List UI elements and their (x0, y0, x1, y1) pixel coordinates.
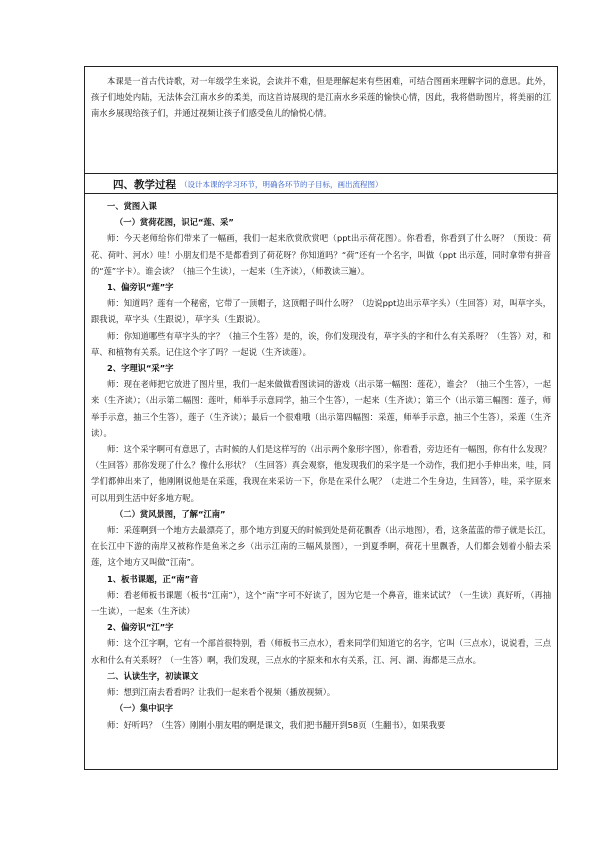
step-heading: 2、偏旁识“江”字 (107, 622, 174, 633)
process-heading-row (85, 174, 557, 194)
stage-heading: 二、认读生字，初读课文 (107, 670, 199, 681)
step-heading: 2、字理识“采”字 (107, 363, 174, 374)
body-paragraph: 师：想到江南去看看吗？让我们一起来看个视频（播放视频）。 (107, 687, 336, 698)
body-paragraph: 师：采莲啊到一个地方去最漂亮了，那个地方到夏天的时候到处是荷花飘香（出示地图），看，这条蓝蓝的带子就是长江，在长江中下游的南岸又被称作是鱼米之乡（出示江南的三幅风景图），一到夏季啊，荷花十里飘香，人们都会划着小船去采莲，这个地方又叫做“江南”。 (91, 525, 551, 568)
body-paragraph: 师：看老师板书课题（板书“江南”），这个“南”字可不好读了，因为它是一个鼻音，谁来试试？（一生读）真好听，（再抽一生读），一起来（生齐读） (91, 589, 551, 617)
sub-heading: （一）集中识字 (115, 703, 174, 714)
step-heading: 1、板书课题，正“南”音 (107, 573, 199, 584)
body-paragraph: 师：这个江字啊，它有一个部首很特别，看（师板书三点水），看来同学们知道它的名字，它叫（三点水），说说看，三点水和什么有关系呀？（一生答）啊，我们发现，三点水的字原来和水有关系，江、河、湖、海都是三点水。 (91, 638, 551, 665)
sub-heading: （二）赏风景图，了解“江南” (115, 508, 226, 519)
body-paragraph: 师：这个采字啊可有意思了，古时候的人们是这样写的（出示两个象形字图），你看看，旁边还有一幅图，你有什么发现？（生回答）那你发现了什么？像什么形状？（生回答）真会观察，他发现我们的采字是一个动作，我们把小手伸出来，哇，同学们都伸出来了，他刚刚说他是在采莲，我现在来采访一下，你是在采什么呢？（走进二个生身边，生回答），哇，采字原来可以用到生活中好多地方呢。 (91, 444, 551, 503)
step-heading: 1、偏旁识“莲”字 (107, 282, 174, 293)
sub-heading: （一）赏荷花图，识记“莲、采” (115, 217, 234, 228)
textbook-analysis-cell (85, 67, 557, 174)
body-paragraph: 师：今天老师给你们带来了一幅画，我们一起来欣赏欣赏吧（ppt出示荷花图）。你看看，你看到了什么呀？（预设：荷花、荷叶、河水）哇！小朋友们是不是都看到了荷花呀？你知道吗？“荷”还有一个名字，叫做（ppt 出示莲，同时拿带有拼音的“莲”字卡）。谁会读？（抽三个生读），一起来（生齐读），（师教读三遍）。 (91, 233, 551, 276)
section-note: （设计本课的学习环节，明确各环节的子目标，画出流程图） (180, 180, 383, 189)
section-title: 四、教学过程 (113, 179, 176, 191)
body-paragraph: 师：你知道哪些有草字头的字？（抽三个生答）是的，诶，你们发现没有，草字头的字和什么有关系呀？（生答）对，和草、和植物有关系。记住这个字了吗？一起说（生齐读莲）。 (91, 330, 551, 357)
body-paragraph: 师：好听吗？（生答）刚刚小朋友唱的啊是课文，我们把书翻开到58页（生翻书），如果我要 (107, 719, 446, 730)
lesson-plan-table (84, 66, 558, 770)
body-paragraph: 师：知道吗？莲有一个秘密，它带了一顶帽子，这顶帽子叫什么呀？（边说ppt边出示草字头）（生回答）对，叫草字头，跟我说，草字头（生跟说），草字头（生跟说）。 (91, 298, 551, 325)
body-paragraph: 师：现在老师把它放进了图片里，我们一起来做做看图读词的游戏（出示第一幅图：莲花），谁会？（抽三个生答），一起来（生齐读）；（出示第二幅图：莲叶，师举手示意同学，抽三个生答），一起来（生齐读）；第三个（出示第三幅图：莲子，师举手示意，抽三个生答），莲子（生齐读）；最后一个很难哦（出示第四幅图：采莲，师举手示意，抽三个生答），采莲（生齐读）。 (91, 379, 551, 438)
teaching-process-cell (85, 194, 557, 769)
stage-heading: 一、赏图入课 (107, 201, 157, 211)
analysis-paragraph: 本课是一首古代诗歌，对一年级学生来说，会读并不难，但是理解起来有些困难，可结合图画来理解字词的意思。此外，孩子们地处内陆，无法体会江南水乡的柔美，而这首诗展现的是江南水乡采莲的愉快心情，因此，我将借助图片，将美丽的江南水乡展现给孩子们，并通过视频让孩子们感受鱼儿的愉悦心情。 (91, 76, 551, 119)
